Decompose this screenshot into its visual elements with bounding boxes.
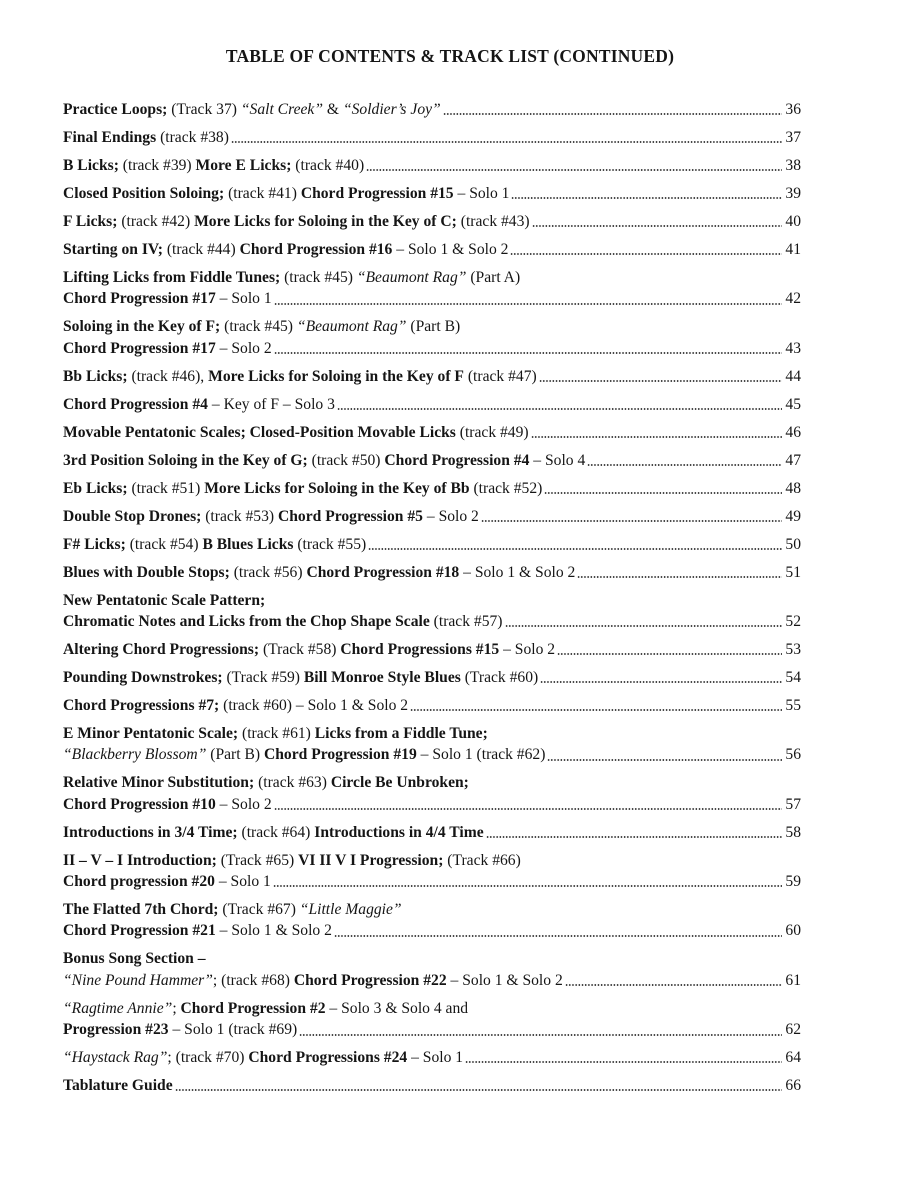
toc-entry xyxy=(63,667,801,688)
toc-entry-text xyxy=(63,183,509,204)
toc-entry-text xyxy=(63,450,585,471)
toc-entry xyxy=(63,127,801,148)
toc-text-segment: More Licks for Soloing in the Key of Bb xyxy=(204,479,470,497)
toc-entry-line xyxy=(63,239,801,260)
toc-text-segment: – Solo 1 & Solo 2 xyxy=(215,922,332,940)
toc-entry xyxy=(63,1047,801,1068)
toc-text-segment: Chord Progression #22 xyxy=(293,971,447,989)
toc-entry-line xyxy=(63,590,801,611)
page-number: 41 xyxy=(785,240,801,258)
toc-text-segment: (Track #65) xyxy=(216,851,299,869)
toc-text-segment: (Part B) xyxy=(406,318,461,336)
page-number: 46 xyxy=(785,423,801,441)
toc-text-segment: (track #39) xyxy=(118,156,196,174)
toc-text-segment: – Solo 1 (track #69) xyxy=(168,1021,298,1039)
toc-text-segment: F Licks; xyxy=(63,212,118,230)
toc-entry-line xyxy=(63,127,801,148)
page-number: 58 xyxy=(785,823,801,841)
toc-text-segment: Double Stop Drones; xyxy=(63,507,202,525)
dot-leader xyxy=(175,1089,782,1091)
toc-text-segment: Bb Licks; xyxy=(63,367,128,385)
toc-entry xyxy=(63,211,801,232)
toc-text-segment: – Solo 1 & Solo 2 xyxy=(446,971,563,989)
toc-entry-text xyxy=(63,590,265,611)
toc-text-segment: Circle Be Unbroken; xyxy=(330,774,469,792)
toc-entry-text xyxy=(63,288,272,309)
page-number: 62 xyxy=(785,1021,801,1039)
dot-leader xyxy=(539,380,782,382)
toc-text-segment: Soloing in the Key of F; xyxy=(63,318,221,336)
toc-entry-line xyxy=(63,155,801,176)
toc-entry-text xyxy=(63,611,503,632)
page-number: 36 xyxy=(785,101,801,118)
toc-text-segment: (track #51) xyxy=(127,479,205,497)
toc-entry-line xyxy=(63,316,801,337)
toc-text-segment: (track #41) xyxy=(224,184,301,202)
toc-text-segment: Final Endings xyxy=(63,128,157,146)
toc-text-segment: (track #61) xyxy=(238,724,315,742)
toc-entry-text xyxy=(63,366,537,387)
toc-text-segment: – Solo 1 xyxy=(215,290,272,308)
toc-entry-text xyxy=(63,1075,173,1096)
toc-entry-text xyxy=(63,695,408,716)
toc-entry-line xyxy=(63,639,801,660)
toc-text-segment: More Licks for Soloing in the Key of C; xyxy=(194,212,457,230)
dot-leader xyxy=(443,113,782,115)
toc-text-segment: Altering Chord Progressions; xyxy=(63,640,260,658)
toc-text-segment: (track #50) xyxy=(307,451,385,469)
toc-text-segment: – Solo 2 xyxy=(215,339,272,357)
toc-entry-text xyxy=(63,899,402,920)
toc-text-segment: ; (track #70) xyxy=(167,1049,249,1067)
dot-leader xyxy=(540,681,782,683)
toc-entry xyxy=(63,267,801,310)
toc-text-segment: Eb Licks; xyxy=(63,479,128,497)
toc-text-segment: & xyxy=(323,101,343,118)
dot-leader xyxy=(366,169,782,171)
page-number: 55 xyxy=(785,696,801,714)
toc-text-segment: ; xyxy=(172,999,181,1017)
toc-text-segment: “Ragtime Annie” xyxy=(63,999,173,1017)
toc-entry xyxy=(63,450,801,471)
dot-leader xyxy=(544,492,782,494)
page-number: 56 xyxy=(785,746,801,764)
dot-leader xyxy=(334,935,782,937)
toc-text-segment: New Pentatonic Scale Pattern; xyxy=(63,591,266,609)
dot-leader xyxy=(505,625,782,627)
toc-text-segment: Chord Progression #2 xyxy=(180,999,326,1017)
page-number: 45 xyxy=(785,395,801,413)
toc-text-segment: ; (track #68) xyxy=(212,971,294,989)
toc-text-segment: Lifting Licks from Fiddle Tunes; xyxy=(63,268,281,286)
toc-text-segment: B Blues Licks xyxy=(202,535,294,553)
toc-entry xyxy=(63,822,801,843)
toc-text-segment: Starting on IV; xyxy=(63,240,163,258)
toc-text-segment: “Soldier’s Joy” xyxy=(342,101,441,118)
page-number: 42 xyxy=(785,290,801,308)
toc-text-segment: Introductions in 4/4 Time xyxy=(314,823,484,841)
toc-text-segment: (track #47) xyxy=(463,367,537,385)
page-number: 48 xyxy=(785,479,801,497)
toc-text-segment: Chord Progression #4 xyxy=(384,451,530,469)
toc-text-segment: – Solo 2 xyxy=(499,640,556,658)
toc-entry xyxy=(63,316,801,359)
toc-entry-text xyxy=(63,422,529,443)
toc-entry-text xyxy=(63,850,521,871)
toc-entry-line xyxy=(63,99,801,120)
page-number: 50 xyxy=(785,535,801,553)
toc-entry-line xyxy=(63,183,801,204)
toc-entry xyxy=(63,183,801,204)
toc-entry xyxy=(63,155,801,176)
toc-text-segment: – Solo 2 xyxy=(215,795,272,813)
toc-entry-line xyxy=(63,695,801,716)
toc-entry-line xyxy=(63,723,801,744)
toc-entry xyxy=(63,366,801,387)
toc-entry-line xyxy=(63,1047,801,1068)
toc-text-segment: Bill Monroe Style Blues xyxy=(303,668,461,686)
dot-leader xyxy=(565,984,782,986)
toc-text-segment: F# Licks; xyxy=(63,535,126,553)
toc-text-segment: “Haystack Rag” xyxy=(63,1049,168,1067)
toc-text-segment: Bonus Song Section – xyxy=(63,950,206,968)
toc-text-segment: – Solo 1 & Solo 2 xyxy=(459,563,576,581)
toc-entry-text xyxy=(63,639,555,660)
toc-entry-text xyxy=(63,948,206,969)
dot-leader xyxy=(274,303,782,305)
toc-text-segment: (track #63) xyxy=(254,774,331,792)
page-number: 51 xyxy=(785,563,801,581)
toc-text-segment: (track #49) xyxy=(455,423,529,441)
page-number: 52 xyxy=(785,612,801,630)
toc-entry xyxy=(63,590,801,633)
toc-entry xyxy=(63,772,801,815)
toc-entry-text xyxy=(63,970,563,991)
toc-entry-text xyxy=(63,478,542,499)
dot-leader xyxy=(557,653,782,655)
toc-text-segment: Chord Progressions #24 xyxy=(248,1049,408,1067)
dot-leader xyxy=(511,197,782,199)
dot-leader xyxy=(410,709,782,711)
page-number: 53 xyxy=(785,640,801,658)
dot-leader xyxy=(274,808,782,810)
toc-entry-line xyxy=(63,1075,801,1096)
toc-text-segment: (track #60) – Solo 1 & Solo 2 xyxy=(219,696,409,714)
toc-text-segment: Progression #23 xyxy=(63,1021,169,1039)
toc-text-segment: Movable Pentatonic Scales; Closed-Position Movable Licks xyxy=(63,423,456,441)
toc-text-segment: “Beaumont Rag” xyxy=(296,318,407,336)
toc-entry xyxy=(63,422,801,443)
toc-entry-text xyxy=(63,772,469,793)
toc-entry-line xyxy=(63,772,801,793)
toc-entry-text xyxy=(63,998,468,1019)
toc-text-segment: (Part A) xyxy=(466,268,521,286)
toc-entry-text xyxy=(63,667,538,688)
toc-text-segment: (Part B) xyxy=(206,746,264,764)
toc-text-segment: Closed Position Soloing; xyxy=(63,184,225,202)
toc-entry-text xyxy=(63,723,488,744)
page-number: 61 xyxy=(785,971,801,989)
toc-entry xyxy=(63,478,801,499)
toc-text-segment: Chord Progression #16 xyxy=(239,240,393,258)
dot-leader xyxy=(299,1034,782,1036)
toc-text-segment: (track #53) xyxy=(201,507,278,525)
toc-text-segment: “Blackberry Blossom” xyxy=(63,746,207,764)
toc-text-segment: – Solo 1 xyxy=(407,1049,464,1067)
toc-entry-line xyxy=(63,422,801,443)
dot-leader xyxy=(231,141,782,143)
dot-leader xyxy=(368,548,782,550)
toc-entry-text xyxy=(63,506,479,527)
toc-text-segment: (track #40) xyxy=(291,156,365,174)
toc-entry-line xyxy=(63,562,801,583)
dot-leader xyxy=(465,1061,782,1063)
page-number: 66 xyxy=(785,1077,801,1095)
toc-list xyxy=(63,99,801,1103)
toc-text-segment: (track #44) xyxy=(162,240,240,258)
toc-entry-line xyxy=(63,998,801,1019)
toc-entry-line xyxy=(63,1019,801,1040)
toc-text-segment: (Track #59) xyxy=(222,668,304,686)
toc-entry xyxy=(63,506,801,527)
toc-text-segment: Chord Progression #15 xyxy=(300,184,454,202)
toc-text-segment: (track #46), xyxy=(127,367,209,385)
dot-leader xyxy=(274,352,782,354)
toc-text-segment: – Solo 2 xyxy=(422,507,479,525)
toc-entry-text xyxy=(63,871,271,892)
toc-entry-line xyxy=(63,744,801,765)
dot-leader xyxy=(273,885,782,887)
page-number: 44 xyxy=(785,367,801,385)
toc-entry-text xyxy=(63,127,229,148)
toc-entry xyxy=(63,99,801,120)
toc-entry xyxy=(63,1075,801,1096)
toc-entry-text xyxy=(63,155,364,176)
toc-entry-text xyxy=(63,1047,463,1068)
toc-text-segment: Chord Progression #10 xyxy=(63,795,216,813)
toc-text-segment: (track #45) xyxy=(220,318,297,336)
toc-text-segment: 3rd Position Soloing in the Key of G; xyxy=(63,451,308,469)
toc-text-segment: Chord Progressions #7; xyxy=(63,696,220,714)
toc-entry-line xyxy=(63,667,801,688)
page-number: 40 xyxy=(785,212,801,230)
toc-text-segment: (track #54) xyxy=(125,535,203,553)
toc-entry-line xyxy=(63,970,801,991)
toc-entry xyxy=(63,850,801,893)
toc-text-segment: Blues with Double Stops; xyxy=(63,563,230,581)
toc-text-segment: Chromatic Notes and Licks from the Chop Shape Scale xyxy=(63,612,430,630)
toc-text-segment: (track #42) xyxy=(117,212,195,230)
toc-text-segment: – Solo 1 (track #62) xyxy=(416,746,546,764)
toc-text-segment: (Track #60) xyxy=(460,668,539,686)
dot-leader xyxy=(577,576,782,578)
dot-leader xyxy=(587,464,782,466)
toc-entry-line xyxy=(63,394,801,415)
toc-entry-line xyxy=(63,211,801,232)
toc-text-segment: Introductions in 3/4 Time; xyxy=(63,823,238,841)
toc-entry-line xyxy=(63,338,801,359)
toc-text-segment: (track #56) xyxy=(229,563,307,581)
toc-text-segment: (Track #66) xyxy=(443,851,521,869)
toc-entry-line xyxy=(63,534,801,555)
toc-entry xyxy=(63,695,801,716)
toc-entry xyxy=(63,948,801,991)
toc-entry-text xyxy=(63,1019,297,1040)
toc-entry-line xyxy=(63,288,801,309)
toc-entry-text xyxy=(63,211,530,232)
dot-leader xyxy=(531,436,782,438)
toc-text-segment: Pounding Downstrokes; xyxy=(63,668,223,686)
toc-entry xyxy=(63,394,801,415)
toc-entry-text xyxy=(63,239,508,260)
toc-entry-text xyxy=(63,562,575,583)
toc-entry xyxy=(63,562,801,583)
toc-text-segment: (track #45) xyxy=(280,268,357,286)
toc-text-segment: Practice Loops; xyxy=(63,101,168,118)
toc-entry-line xyxy=(63,920,801,941)
toc-entry-line xyxy=(63,478,801,499)
toc-text-segment: Relative Minor Substitution; xyxy=(63,774,255,792)
page-title: TABLE OF CONTENTS & TRACK LIST (CONTINUED) xyxy=(225,46,675,66)
dot-leader xyxy=(481,520,782,522)
toc-text-segment: – Solo 1 & Solo 2 xyxy=(392,240,509,258)
dot-leader xyxy=(547,759,782,761)
toc-entry-text xyxy=(63,744,545,765)
toc-entry-line xyxy=(63,822,801,843)
toc-text-segment: – Key of F – Solo 3 xyxy=(207,395,335,413)
page-number: 37 xyxy=(785,128,801,146)
toc-entry xyxy=(63,899,801,942)
dot-leader xyxy=(532,225,782,227)
toc-entry-line xyxy=(63,871,801,892)
toc-entry-line xyxy=(63,267,801,288)
toc-entry-text xyxy=(63,794,272,815)
toc-text-segment: (track #52) xyxy=(469,479,543,497)
toc-entry-text xyxy=(63,394,335,415)
toc-text-segment: Chord Progression #18 xyxy=(306,563,460,581)
toc-text-segment: Chord Progression #21 xyxy=(63,922,216,940)
page-number: 39 xyxy=(785,184,801,202)
toc-text-segment: (track #55) xyxy=(293,535,367,553)
toc-text-segment: – Solo 3 & Solo 4 and xyxy=(325,999,469,1017)
toc-text-segment: (track #64) xyxy=(237,823,315,841)
page-number: 49 xyxy=(785,507,801,525)
toc-text-segment: Chord Progression #17 xyxy=(63,339,216,357)
page-number: 64 xyxy=(785,1049,801,1067)
toc-text-segment: B Licks; xyxy=(63,156,119,174)
toc-text-segment: More E Licks; xyxy=(195,156,292,174)
toc-entry-text xyxy=(63,822,484,843)
toc-text-segment: – Solo 1 xyxy=(214,872,271,890)
toc-text-segment: “Nine Pound Hammer” xyxy=(63,971,213,989)
page-number: 59 xyxy=(785,872,801,890)
toc-entry-text xyxy=(63,267,520,288)
page-number: 38 xyxy=(785,156,801,174)
toc-entry-text xyxy=(63,534,366,555)
toc-entry-line xyxy=(63,850,801,871)
toc-text-segment: The Flatted 7th Chord; xyxy=(63,900,219,918)
toc-entry-text xyxy=(63,920,332,941)
toc-entry xyxy=(63,239,801,260)
toc-text-segment: Chord Progression #17 xyxy=(63,290,216,308)
toc-entry-text xyxy=(63,338,272,359)
toc-text-segment: Licks from a Fiddle Tune; xyxy=(314,724,488,742)
toc-text-segment: Tablature Guide xyxy=(63,1077,173,1095)
toc-text-segment: “Salt Creek” xyxy=(240,101,324,118)
toc-text-segment: “Little Maggie” xyxy=(299,900,402,918)
toc-entry-line xyxy=(63,611,801,632)
toc-entry xyxy=(63,639,801,660)
page-number: 57 xyxy=(785,795,801,813)
toc-entry xyxy=(63,998,801,1041)
toc-entry-line xyxy=(63,794,801,815)
toc-text-segment: (Track #67) xyxy=(218,900,300,918)
toc-text-segment: (Track 37) xyxy=(167,101,241,118)
toc-entry-line xyxy=(63,506,801,527)
toc-entry-line xyxy=(63,450,801,471)
toc-entry-text xyxy=(63,99,441,120)
toc-text-segment: “Beaumont Rag” xyxy=(356,268,467,286)
toc-text-segment: Chord Progressions #15 xyxy=(340,640,500,658)
toc-entry-text xyxy=(63,316,460,337)
toc-text-segment: More Licks for Soloing in the Key of F xyxy=(208,367,464,385)
toc-entry xyxy=(63,534,801,555)
page-number: 54 xyxy=(785,668,801,686)
toc-text-segment: E Minor Pentatonic Scale; xyxy=(63,724,239,742)
toc-text-segment: (track #43) xyxy=(456,212,530,230)
toc-text-segment: II – V – I Introduction; xyxy=(63,851,217,869)
page-number: 43 xyxy=(785,339,801,357)
toc-text-segment: Chord Progression #4 xyxy=(63,395,208,413)
toc-text-segment: Chord progression #20 xyxy=(63,872,215,890)
toc-text-segment: VI II V I Progression; xyxy=(298,851,444,869)
toc-entry-line xyxy=(63,899,801,920)
page-number: 47 xyxy=(785,451,801,469)
toc-entry xyxy=(63,723,801,766)
toc-text-segment: Chord Progression #19 xyxy=(263,746,417,764)
toc-text-segment: (Track #58) xyxy=(259,640,341,658)
toc-text-segment: – Solo 4 xyxy=(529,451,586,469)
toc-text-segment: Chord Progression #5 xyxy=(277,507,423,525)
dot-leader xyxy=(510,253,782,255)
toc-entry-line xyxy=(63,366,801,387)
toc-text-segment: – Solo 1 xyxy=(453,184,510,202)
toc-entry-line xyxy=(63,948,801,969)
page-number: 60 xyxy=(785,922,801,940)
dot-leader xyxy=(337,408,782,410)
dot-leader xyxy=(486,836,782,838)
toc-text-segment: (track #57) xyxy=(429,612,503,630)
toc-text-segment: (track #38) xyxy=(156,128,229,146)
